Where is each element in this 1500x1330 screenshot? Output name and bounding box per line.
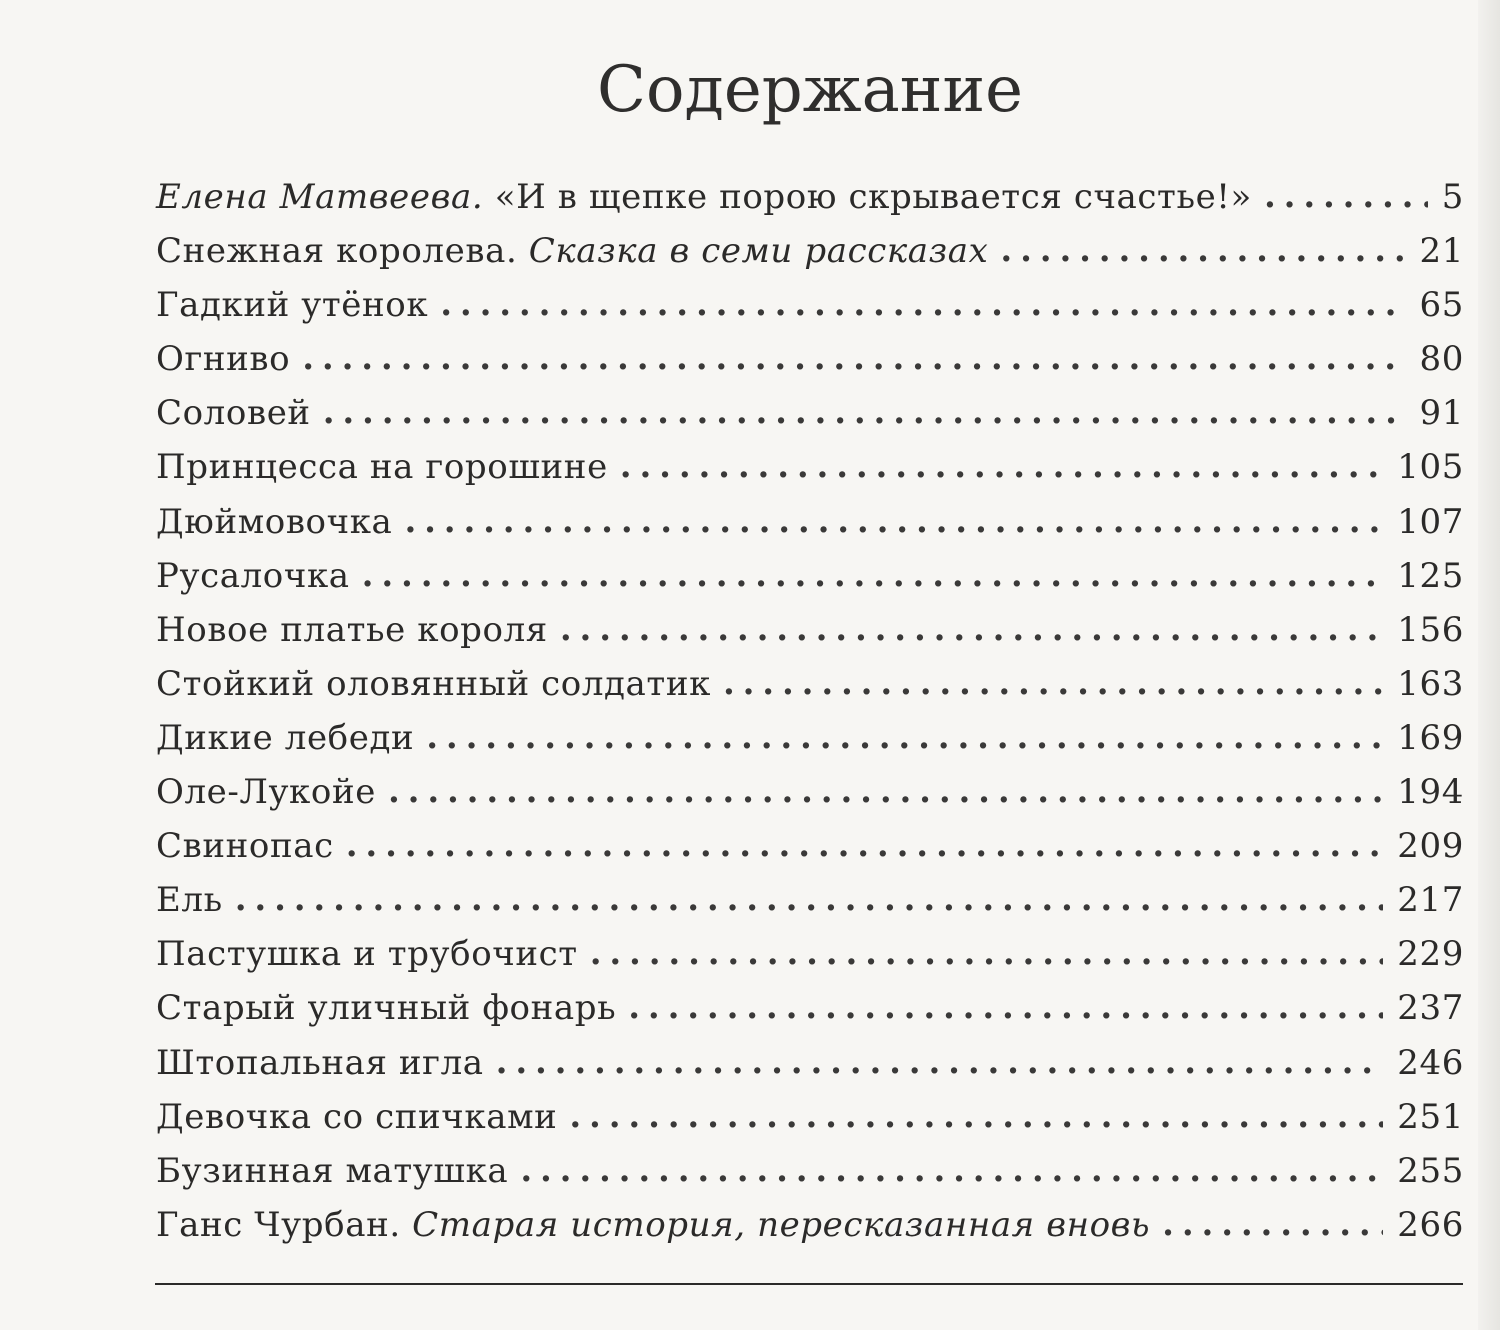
toc-entry [156, 332, 1464, 386]
toc-entry-page-number: 80 [1419, 339, 1464, 380]
dot-leader [346, 818, 1384, 872]
dot-leader [569, 1089, 1383, 1143]
toc-entry-title [156, 873, 223, 927]
toc-entry-author: Елена Матвеева. [156, 177, 484, 217]
toc-entry-page-number: 91 [1419, 393, 1464, 434]
toc-entry-title-text: Гадкий утёнок [156, 285, 429, 326]
toc-entry-title-text: Огниво [156, 339, 291, 380]
toc-entry-page-number: 255 [1397, 1150, 1464, 1191]
toc-entry-title-text: Соловей [156, 393, 311, 434]
toc-entry-title [156, 170, 1252, 224]
toc-entry-title [156, 386, 311, 440]
toc-entry-title-text: Снежная королева. [156, 231, 529, 272]
dot-leader [440, 277, 1405, 331]
dot-leader [362, 548, 1384, 602]
toc-entry-title [156, 495, 392, 549]
toc-entry-title-text: Оле-Лукойе [156, 772, 376, 813]
toc-entry-page-number: 217 [1397, 880, 1464, 921]
toc-entry-title [156, 1090, 557, 1144]
dot-leader [620, 439, 1384, 493]
toc-entry-title-text: Дюймовочка [156, 501, 393, 542]
page-edge-shadow [1478, 0, 1500, 1330]
toc-entry-title-text: Штопальная игла [156, 1042, 484, 1083]
dot-leader [560, 602, 1383, 656]
toc-entry-title [156, 549, 350, 603]
toc-entry-title-text: «И в щепке порою скрывается счастье!» [483, 177, 1252, 217]
toc-entry-page-number: 266 [1397, 1204, 1464, 1245]
toc-entry [156, 657, 1464, 711]
toc-entry-title-text: Принцесса на горошине [156, 447, 608, 488]
toc-entry-title [156, 657, 711, 711]
toc-entry-subtitle: Старая история, пересказанная вновь [412, 1204, 1151, 1245]
toc-entry-page-number: 5 [1441, 177, 1464, 217]
toc-entry [156, 1036, 1464, 1090]
dot-leader [590, 926, 1384, 980]
bottom-rule [155, 1283, 1463, 1285]
toc-entry [156, 711, 1464, 765]
toc-entry-title [156, 1144, 508, 1198]
dot-leader [1000, 223, 1405, 277]
toc-entry-title [156, 603, 548, 657]
toc-entry [156, 1090, 1464, 1144]
toc-entry-title-text: Старый уличный фонарь [156, 988, 617, 1029]
toc-entry-title [156, 278, 428, 332]
toc-entry-page-number: 107 [1397, 501, 1464, 542]
toc-entry-title-text: Дикие лебеди [156, 717, 415, 758]
toc-entry-page-number: 246 [1397, 1042, 1464, 1083]
toc-entry [156, 819, 1464, 873]
toc-entry-title [156, 440, 608, 494]
toc-entry [156, 386, 1464, 440]
toc-entry-page-number: 105 [1397, 447, 1464, 488]
toc-entry [156, 170, 1464, 224]
toc-entry-title [156, 1198, 1150, 1252]
toc-entry-title-text: Пастушка и трубочист [156, 934, 578, 975]
toc-entry-page-number: 229 [1397, 934, 1464, 975]
dot-leader [302, 331, 1405, 385]
toc-entry-title-text: Ганс Чурбан. [156, 1204, 413, 1245]
toc-entry-title [156, 927, 578, 981]
toc-entry-page-number: 125 [1397, 555, 1464, 596]
toc-entry-title [156, 1036, 484, 1090]
dot-leader [520, 1143, 1383, 1197]
dot-leader [235, 872, 1384, 926]
toc-entry [156, 495, 1464, 549]
toc-entry-title [156, 981, 616, 1035]
toc-entry [156, 440, 1464, 494]
toc-entry [156, 549, 1464, 603]
toc-entry-page-number: 237 [1397, 988, 1464, 1029]
dot-leader [388, 764, 1383, 818]
toc-entry-page-number: 194 [1397, 772, 1464, 813]
dot-leader [323, 385, 1406, 439]
dot-leader [496, 1035, 1384, 1089]
toc-entry-title [156, 711, 414, 765]
toc-entry-page-number: 169 [1397, 717, 1464, 758]
toc-entry-title [156, 819, 334, 873]
toc-entry-title-text: Девочка со спичками [156, 1096, 558, 1137]
toc-entry [156, 603, 1464, 657]
dot-leader [426, 710, 1383, 764]
dot-leader [1264, 169, 1428, 223]
toc-entry [156, 1198, 1464, 1252]
toc-entry [156, 1144, 1464, 1198]
dot-leader [628, 980, 1383, 1034]
toc-entry-title-text: Бузинная матушка [156, 1150, 509, 1191]
toc-entry-page-number: 156 [1397, 609, 1464, 650]
toc-entry-title [156, 765, 376, 819]
toc-entry [156, 224, 1464, 278]
toc-entry-page-number: 209 [1397, 826, 1464, 867]
toc-entry-page-number: 251 [1397, 1096, 1464, 1137]
toc-entry-title [156, 224, 988, 278]
toc-entry [156, 981, 1464, 1035]
toc-entry-title [156, 332, 290, 386]
toc-entry-title-text: Ель [156, 880, 223, 921]
page-title: Содержание [597, 53, 1023, 127]
toc-entry [156, 278, 1464, 332]
toc-entry [156, 765, 1464, 819]
dot-leader [723, 656, 1383, 710]
toc-entry-title-text: Стойкий оловянный солдатик [156, 663, 711, 704]
toc-entry-title-text: Русалочка [156, 555, 350, 596]
toc-entry [156, 927, 1464, 981]
toc-entry-page-number: 65 [1419, 285, 1464, 326]
toc-entry-page-number: 21 [1419, 231, 1464, 272]
toc-entry-title-text: Новое платье короля [156, 609, 548, 650]
toc-entry-subtitle: Сказка в семи рассказах [528, 231, 989, 272]
dot-leader [1162, 1197, 1383, 1251]
table-of-contents [156, 170, 1464, 1252]
toc-entry-page-number: 163 [1397, 663, 1464, 704]
dot-leader [404, 494, 1383, 548]
toc-entry-title-text: Свинопас [156, 826, 334, 867]
toc-entry [156, 873, 1464, 927]
